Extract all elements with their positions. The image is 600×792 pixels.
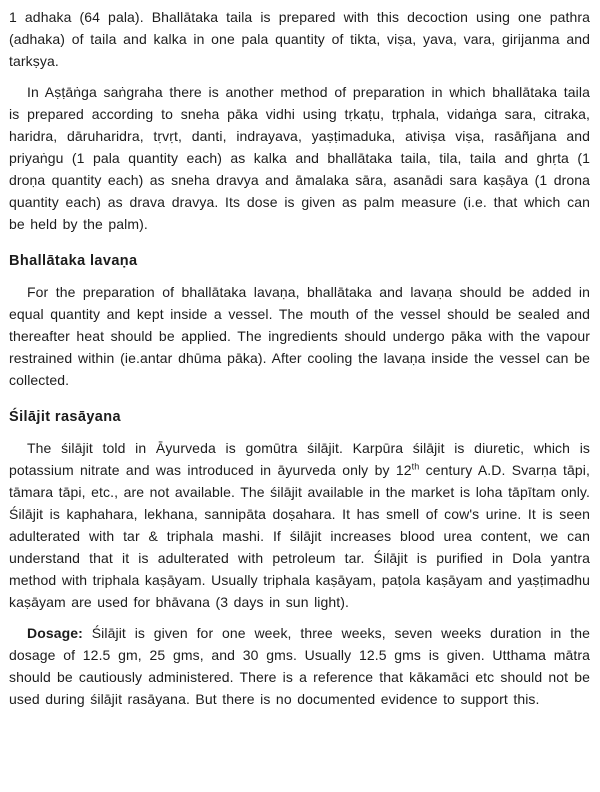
paragraph-bhallataka-lavana-preparation: For the preparation of bhallātaka lavaṇa, bhallātaka and lavaṇa should be added in equal quantity and kept inside a vessel. The mouth of the vessel should be sealed and thereafter heat should be applied. The ingredients should undergo pāka with the vapour restrained within (ie.antar dhūma pāka). After cooling the lavaṇa inside the vessel can be collected.	[9, 284, 590, 388]
paragraph-astanga-sangraha: In Aṣṭāṅga saṅgraha there is another method of preparation in which bhallātaka taila is prepared according to sneha pāka vidhi using tṛkaṭu, tṛphala, vidaṅga sara, citraka, haridra, dāruharidra, tṛvṛt, danti, indrayava, yaṣṭimaduka, ativiṣa viṣa, rasāñjana and priyaṅgu (1 pala quantity each) as kalka and bhallātaka taila, tila, taila and ghṛta (1 droṇa quantity each) as sneha dravya and āmalaka sāra, asanādi sara kaṣāya (1 drona quantity each) as drava dravya. Its dose is given as palm measure (i.e. that which can be held by the palm).	[9, 84, 590, 232]
dosage-text: Śilājit is given for one week, three weeks, seven weeks duration in the dosage of 12.5 gm, 25 gms, and 30 gms. Usually 12.5 gms is given. Utthama mātra should be cautiously administered. There is a reference that kākamāci etc should not be used during śilājit rasāyana. But there is no documented evidence to support this.	[9, 625, 590, 707]
paragraph-shilajit-description	[9, 437, 590, 613]
shilajit-text-after-superscript: century A.D. Svarṇa tāpi, tāmara tāpi, etc., are not available. The śilājit available in the market is loha tāpītam only. Śilājit is kaphahara, lekhana, sannipāta doṣahara. It has smell of cow's urine. It is seen adulterated with tar & triphala mashi. If śilājit increases blood urea content, we can understand that it is adulterated with petroleum tar. Śilājit is purified in Dola yantra method with triphala kaṣāyam. Usually triphala kaṣāyam, paṭola kaṣāyam and yaṣṭimadhu kaṣāyam are used for bhāvana (3 days in sun light).	[9, 462, 590, 610]
paragraph-dosage	[9, 622, 590, 710]
shilajit-text-before-superscript: The śilājit told in Āyurveda is gomūtra śilājit. Karpūra śilājit is diuretic, which is potassium nitrate and was introduced in āyurveda only by 12	[9, 440, 590, 478]
dosage-label: Dosage:	[27, 625, 83, 641]
heading-bhallataka-lavana: Bhallātaka lavaṇa	[9, 253, 138, 269]
paragraph-adhaka-continuation: 1 adhaka (64 pala). Bhallātaka taila is prepared with this decoction using one pathra (adhaka) of taila and kalka in one pala quantity of tikta, viṣa, yava, vara, girijanma and tarkṣya.	[9, 9, 590, 69]
heading-shilajit-rasayana: Śilājit rasāyana	[9, 409, 121, 425]
superscript-th: th	[411, 461, 420, 472]
